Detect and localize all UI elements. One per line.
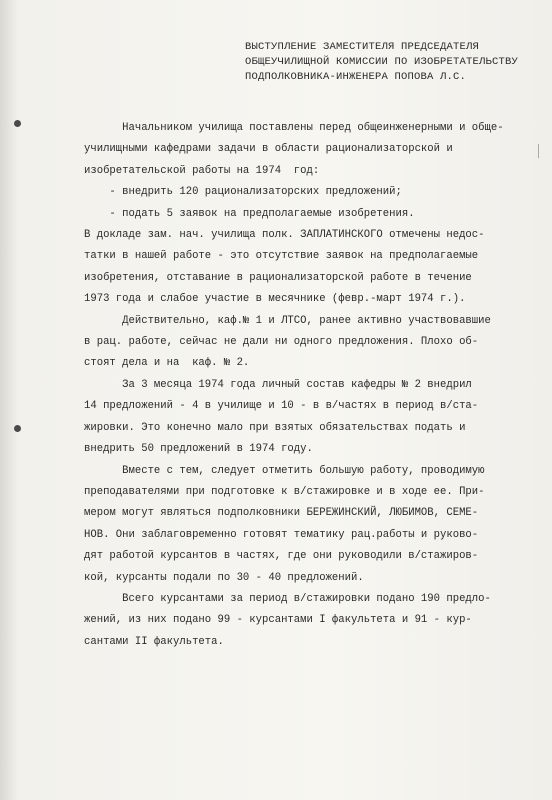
text-line: мером могут являться подполковники БЕРЕЖИНСКИЙ, ЛЮБИМОВ, СЕМЕ-	[84, 507, 479, 520]
text-line: стоят дела и на каф. № 2.	[84, 357, 250, 370]
text-line: изобретательской работы на 1974 год:	[84, 164, 320, 177]
title-line: ПОДПОЛКОВНИКА-ИНЖЕНЕРА ПОПОВА Л.С.	[245, 71, 467, 83]
text-line: НОВ. Они заблаговременно готовят тематику рац.работы и руково-	[84, 528, 479, 541]
text-line: За 3 месяца 1974 года личный состав кафедры № 2 внедрил	[84, 378, 472, 391]
punch-hole	[14, 120, 21, 127]
document-body	[84, 118, 543, 653]
text-line: жений, из них подано 99 - курсантами I факультета и 91 - кур-	[84, 614, 472, 627]
text-line: В докладе зам. нач. училища полк. ЗАПЛАТИНСКОГО отмечены недос-	[84, 229, 485, 242]
text-line: татки в нашей работе - это отсутствие заявок на предполагаемые	[84, 250, 479, 263]
text-line: изобретения, отставание в рационализаторской работе в течение	[84, 271, 472, 284]
text-line: внедрить 50 предложений в 1974 году.	[84, 443, 313, 456]
text-line: - внедрить 120 рационализаторских предложений;	[84, 186, 402, 199]
title-line: ОБЩЕУЧИЛИЩНОЙ КОМИССИИ ПО ИЗОБРЕТАТЕЛЬСТВУ	[245, 56, 519, 68]
punch-hole	[14, 425, 21, 432]
text-line: 1973 года и слабое участие в месячнике (февр.-март 1974 г.).	[84, 293, 466, 306]
text-line: Вместе с тем, следует отметить большую работу, проводимую	[84, 464, 485, 477]
text-line: училищными кафедрами задачи в области рационализаторской и	[84, 143, 453, 156]
text-line: в рац. работе, сейчас не дали ни одного предложения. Плохо об-	[84, 336, 479, 349]
text-line: сантами II факультета.	[84, 635, 224, 648]
text-line: Действительно, каф.№ 1 и ЛТСО, ранее активно участвовавшие	[84, 314, 491, 327]
text-line: - подать 5 заявок на предполагаемые изобретения.	[84, 207, 415, 220]
text-line: 14 предложений - 4 в училище и 10 - в в/частях в период в/ста-	[84, 400, 479, 413]
document-title	[245, 40, 545, 85]
text-line: кой, курсанты подали по 30 - 40 предложений.	[84, 571, 364, 584]
text-line: жировки. Это конечно мало при взятых обязательствах подать и	[84, 421, 466, 434]
text-line: Всего курсантами за период в/стажировки подано 190 предло-	[84, 592, 491, 605]
text-line: преподавателями при подготовке к в/стажировке и в ходе ее. При-	[84, 485, 485, 498]
title-line: ВЫСТУПЛЕНИЕ ЗАМЕСТИТЕЛЯ ПРЕДСЕДАТЕЛЯ	[245, 41, 480, 53]
text-line: Начальником училища поставлены перед общеинженерными и обще-	[84, 122, 504, 134]
text-line: дят работой курсантов в частях, где они руководили в/стажиров-	[84, 550, 479, 563]
